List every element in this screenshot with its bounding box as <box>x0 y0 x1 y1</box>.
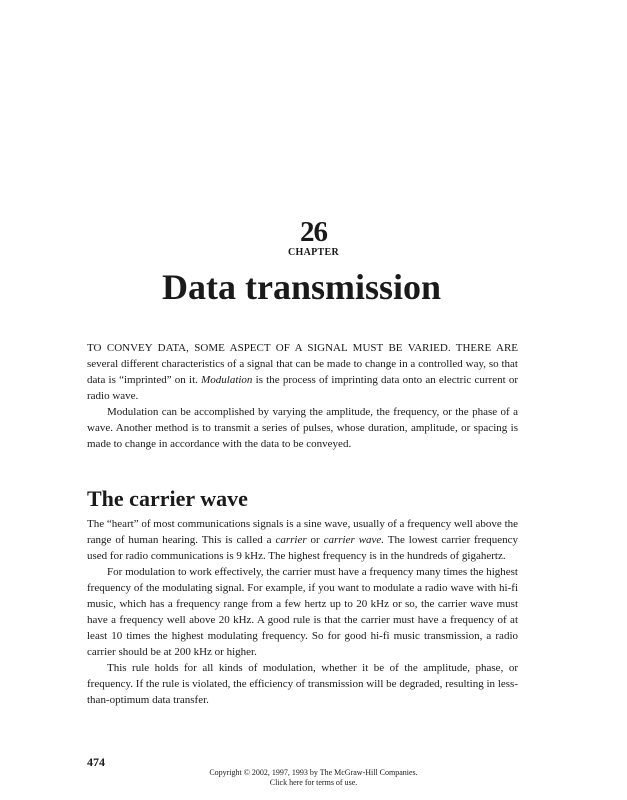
term-carrier: carrier <box>275 534 307 546</box>
intro-text <box>87 340 518 452</box>
intro-lead-text: TO CONVEY DATA, SOME ASPECT OF A SIGNAL MUST BE VARIED. THERE ARE several different characteristics of a signal that can be made to change in a controlled way, so that data is “imprinted” on it. <box>87 342 518 386</box>
section-text <box>87 516 518 708</box>
term-carrier-wave: carrier wave. <box>323 534 385 546</box>
section-paragraph-3: This rule holds for all kinds of modulation, whether it be of the amplitude, phase, or frequency. If the rule is violated, the efficiency of transmission will be degraded, resulting in less-than-optimum data transfer. <box>87 662 518 706</box>
chapter-number: 26 <box>300 216 327 248</box>
page-number: 474 <box>87 755 105 769</box>
copyright-notice: Copyright © 2002, 1997, 1993 by The McGraw-Hill Companies. <box>209 768 418 777</box>
section-paragraph-2: For modulation to work effectively, the carrier must have a frequency many times the highest frequency of the modulating signal. For example, if you want to modulate a radio wave with hi-fi music, which has a frequency range from a few hertz up to 20 kHz or so, the carrier wave must have a frequency well above 20 kHz. A good rule is that the carrier must have a frequency of at least 10 times the highest modulating frequency. So for good hi-fi music transmission, a radio carrier should be at 200 kHz or higher. <box>87 566 518 658</box>
chapter-label: CHAPTER <box>288 247 339 258</box>
section-lead-text: The “heart” of most communications signals is a sine wave, usually of a frequency well above the range of human hearing. This is called a <box>87 518 519 546</box>
terms-of-use-row <box>0 778 627 788</box>
term-modulation: Modulation <box>201 374 253 386</box>
terms-of-use-link[interactable]: Click here for terms of use. <box>269 778 358 787</box>
section-rest-text: The lowest carrier frequency used for radio communications is 9 kHz. The highest frequency is in the hundreds of gigahertz. <box>87 534 518 562</box>
intro-rest-text: is the process of imprinting data onto an electric current or radio wave. <box>87 374 518 402</box>
section-heading: The carrier wave <box>87 486 248 511</box>
intro-paragraph-1 <box>87 340 518 404</box>
intro-paragraph-2: Modulation can be accomplished by varying the amplitude, the frequency, or the phase of a wave. Another method is to transmit a series of pulses, whose duration, amplitude, or spacing is made to change in accordance with the data to be conveyed. <box>87 406 518 450</box>
section-mid-text: or <box>306 534 324 546</box>
section-paragraph-1 <box>87 516 518 564</box>
chapter-title: Data transmission <box>161 267 442 307</box>
